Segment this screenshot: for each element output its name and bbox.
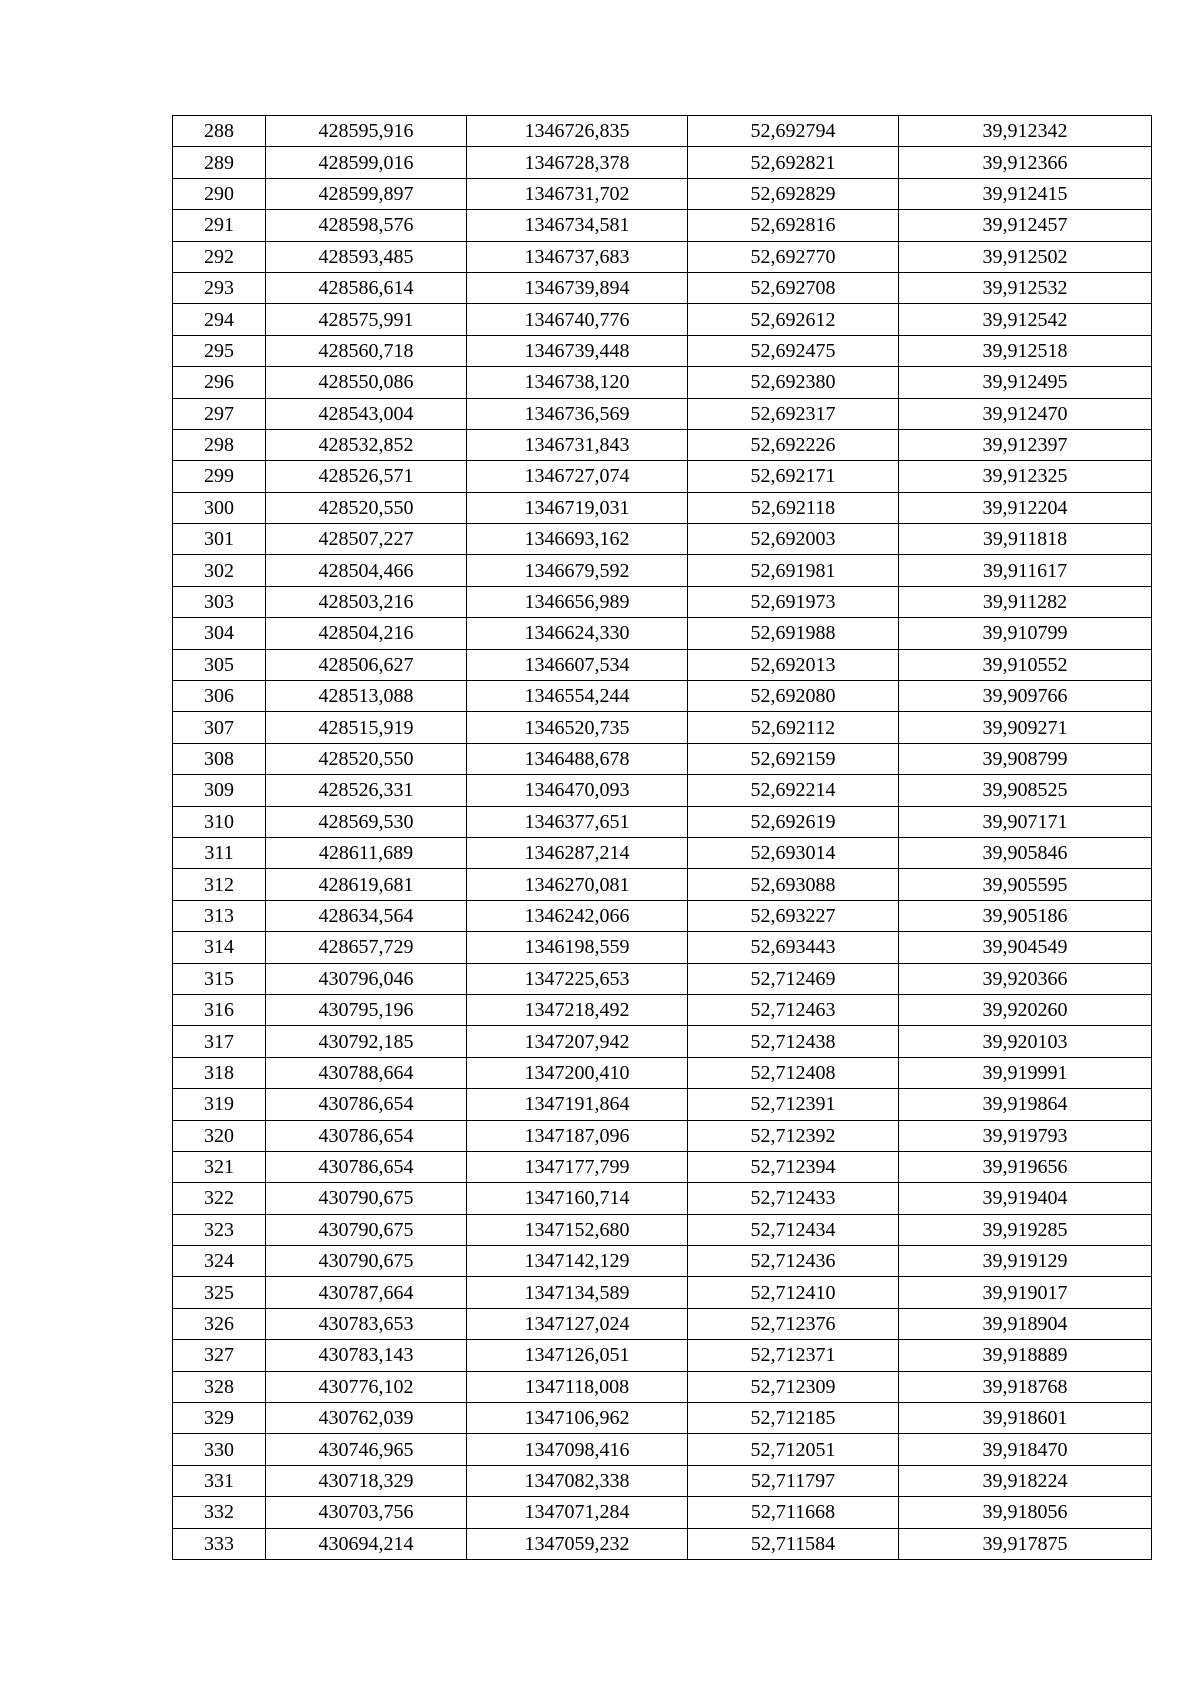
- point-number-cell: 293: [173, 272, 266, 303]
- table-row: [173, 1246, 1152, 1277]
- y-coordinate-cell: 1347071,284: [467, 1497, 688, 1528]
- longitude-cell: 39,919864: [899, 1089, 1152, 1120]
- table-row: [173, 367, 1152, 398]
- latitude-cell: 52,692816: [688, 210, 899, 241]
- longitude-cell: 39,905186: [899, 900, 1152, 931]
- point-number-cell: 308: [173, 743, 266, 774]
- x-coordinate-cell: 430783,143: [266, 1340, 467, 1371]
- longitude-cell: 39,905846: [899, 837, 1152, 868]
- latitude-cell: 52,692226: [688, 429, 899, 460]
- y-coordinate-cell: 1346270,081: [467, 869, 688, 900]
- y-coordinate-cell: 1347191,864: [467, 1089, 688, 1120]
- latitude-cell: 52,692619: [688, 806, 899, 837]
- x-coordinate-cell: 430795,196: [266, 994, 467, 1025]
- y-coordinate-cell: 1347118,008: [467, 1371, 688, 1402]
- point-number-cell: 309: [173, 775, 266, 806]
- table-row: [173, 649, 1152, 680]
- x-coordinate-cell: 428504,466: [266, 555, 467, 586]
- latitude-cell: 52,711797: [688, 1465, 899, 1496]
- point-number-cell: 313: [173, 900, 266, 931]
- point-number-cell: 306: [173, 681, 266, 712]
- point-number-cell: 327: [173, 1340, 266, 1371]
- point-number-cell: 314: [173, 932, 266, 963]
- point-number-cell: 305: [173, 649, 266, 680]
- x-coordinate-cell: 430694,214: [266, 1528, 467, 1559]
- y-coordinate-cell: 1347059,232: [467, 1528, 688, 1559]
- x-coordinate-cell: 428526,331: [266, 775, 467, 806]
- longitude-cell: 39,908525: [899, 775, 1152, 806]
- point-number-cell: 331: [173, 1465, 266, 1496]
- longitude-cell: 39,918056: [899, 1497, 1152, 1528]
- point-number-cell: 289: [173, 147, 266, 178]
- latitude-cell: 52,693443: [688, 932, 899, 963]
- x-coordinate-cell: 428520,550: [266, 743, 467, 774]
- table-row: [173, 1120, 1152, 1151]
- longitude-cell: 39,917875: [899, 1528, 1152, 1559]
- table-row: [173, 178, 1152, 209]
- y-coordinate-cell: 1346198,559: [467, 932, 688, 963]
- y-coordinate-cell: 1347225,653: [467, 963, 688, 994]
- y-coordinate-cell: 1347187,096: [467, 1120, 688, 1151]
- y-coordinate-cell: 1346731,702: [467, 178, 688, 209]
- longitude-cell: 39,918904: [899, 1308, 1152, 1339]
- point-number-cell: 311: [173, 837, 266, 868]
- point-number-cell: 307: [173, 712, 266, 743]
- table-row: [173, 1151, 1152, 1182]
- longitude-cell: 39,912415: [899, 178, 1152, 209]
- point-number-cell: 319: [173, 1089, 266, 1120]
- y-coordinate-cell: 1346736,569: [467, 398, 688, 429]
- y-coordinate-cell: 1346739,448: [467, 335, 688, 366]
- x-coordinate-cell: 428520,550: [266, 492, 467, 523]
- longitude-cell: 39,912204: [899, 492, 1152, 523]
- table-row: [173, 335, 1152, 366]
- coordinates-table: [172, 115, 1152, 1560]
- table-row: [173, 1465, 1152, 1496]
- x-coordinate-cell: 430746,965: [266, 1434, 467, 1465]
- longitude-cell: 39,918889: [899, 1340, 1152, 1371]
- point-number-cell: 317: [173, 1026, 266, 1057]
- longitude-cell: 39,911282: [899, 586, 1152, 617]
- latitude-cell: 52,692475: [688, 335, 899, 366]
- y-coordinate-cell: 1346242,066: [467, 900, 688, 931]
- longitude-cell: 39,912532: [899, 272, 1152, 303]
- latitude-cell: 52,693014: [688, 837, 899, 868]
- table-row: [173, 1214, 1152, 1245]
- table-row: [173, 712, 1152, 743]
- longitude-cell: 39,919656: [899, 1151, 1152, 1182]
- table-row: [173, 1277, 1152, 1308]
- table-row: [173, 1340, 1152, 1371]
- latitude-cell: 52,692118: [688, 492, 899, 523]
- table-row: [173, 1403, 1152, 1434]
- latitude-cell: 52,712391: [688, 1089, 899, 1120]
- latitude-cell: 52,711584: [688, 1528, 899, 1559]
- y-coordinate-cell: 1346693,162: [467, 524, 688, 555]
- x-coordinate-cell: 428634,564: [266, 900, 467, 931]
- point-number-cell: 300: [173, 492, 266, 523]
- point-number-cell: 316: [173, 994, 266, 1025]
- longitude-cell: 39,918224: [899, 1465, 1152, 1496]
- longitude-cell: 39,920366: [899, 963, 1152, 994]
- point-number-cell: 322: [173, 1183, 266, 1214]
- point-number-cell: 333: [173, 1528, 266, 1559]
- x-coordinate-cell: 428569,530: [266, 806, 467, 837]
- longitude-cell: 39,912366: [899, 147, 1152, 178]
- point-number-cell: 304: [173, 618, 266, 649]
- longitude-cell: 39,905595: [899, 869, 1152, 900]
- table-row: [173, 994, 1152, 1025]
- y-coordinate-cell: 1346734,581: [467, 210, 688, 241]
- longitude-cell: 39,920103: [899, 1026, 1152, 1057]
- latitude-cell: 52,692003: [688, 524, 899, 555]
- y-coordinate-cell: 1346737,683: [467, 241, 688, 272]
- latitude-cell: 52,692159: [688, 743, 899, 774]
- x-coordinate-cell: 430788,664: [266, 1057, 467, 1088]
- y-coordinate-cell: 1346624,330: [467, 618, 688, 649]
- longitude-cell: 39,912495: [899, 367, 1152, 398]
- y-coordinate-cell: 1347207,942: [467, 1026, 688, 1057]
- longitude-cell: 39,908799: [899, 743, 1152, 774]
- x-coordinate-cell: 430787,664: [266, 1277, 467, 1308]
- x-coordinate-cell: 430703,756: [266, 1497, 467, 1528]
- point-number-cell: 299: [173, 461, 266, 492]
- table-row: [173, 1434, 1152, 1465]
- latitude-cell: 52,691973: [688, 586, 899, 617]
- latitude-cell: 52,712392: [688, 1120, 899, 1151]
- x-coordinate-cell: 428598,576: [266, 210, 467, 241]
- latitude-cell: 52,693088: [688, 869, 899, 900]
- x-coordinate-cell: 428619,681: [266, 869, 467, 900]
- latitude-cell: 52,712394: [688, 1151, 899, 1182]
- point-number-cell: 332: [173, 1497, 266, 1528]
- latitude-cell: 52,712469: [688, 963, 899, 994]
- latitude-cell: 52,712433: [688, 1183, 899, 1214]
- latitude-cell: 52,712436: [688, 1246, 899, 1277]
- longitude-cell: 39,907171: [899, 806, 1152, 837]
- x-coordinate-cell: 428543,004: [266, 398, 467, 429]
- y-coordinate-cell: 1347218,492: [467, 994, 688, 1025]
- longitude-cell: 39,919129: [899, 1246, 1152, 1277]
- x-coordinate-cell: 430790,675: [266, 1246, 467, 1277]
- point-number-cell: 329: [173, 1403, 266, 1434]
- latitude-cell: 52,692214: [688, 775, 899, 806]
- y-coordinate-cell: 1347142,129: [467, 1246, 688, 1277]
- point-number-cell: 302: [173, 555, 266, 586]
- longitude-cell: 39,911818: [899, 524, 1152, 555]
- longitude-cell: 39,912397: [899, 429, 1152, 460]
- latitude-cell: 52,712434: [688, 1214, 899, 1245]
- y-coordinate-cell: 1347160,714: [467, 1183, 688, 1214]
- point-number-cell: 312: [173, 869, 266, 900]
- latitude-cell: 52,692171: [688, 461, 899, 492]
- table-row: [173, 1528, 1152, 1559]
- table-row: [173, 900, 1152, 931]
- longitude-cell: 39,904549: [899, 932, 1152, 963]
- latitude-cell: 52,712463: [688, 994, 899, 1025]
- y-coordinate-cell: 1347098,416: [467, 1434, 688, 1465]
- x-coordinate-cell: 430796,046: [266, 963, 467, 994]
- table-row: [173, 304, 1152, 335]
- point-number-cell: 325: [173, 1277, 266, 1308]
- latitude-cell: 52,712371: [688, 1340, 899, 1371]
- table-row: [173, 1057, 1152, 1088]
- table-row: [173, 555, 1152, 586]
- y-coordinate-cell: 1346287,214: [467, 837, 688, 868]
- latitude-cell: 52,712185: [688, 1403, 899, 1434]
- longitude-cell: 39,918470: [899, 1434, 1152, 1465]
- longitude-cell: 39,912502: [899, 241, 1152, 272]
- x-coordinate-cell: 430792,185: [266, 1026, 467, 1057]
- point-number-cell: 290: [173, 178, 266, 209]
- x-coordinate-cell: 428506,627: [266, 649, 467, 680]
- y-coordinate-cell: 1346726,835: [467, 116, 688, 147]
- y-coordinate-cell: 1347126,051: [467, 1340, 688, 1371]
- latitude-cell: 52,712438: [688, 1026, 899, 1057]
- point-number-cell: 294: [173, 304, 266, 335]
- table-row: [173, 398, 1152, 429]
- longitude-cell: 39,919404: [899, 1183, 1152, 1214]
- table-row: [173, 524, 1152, 555]
- point-number-cell: 303: [173, 586, 266, 617]
- latitude-cell: 52,692080: [688, 681, 899, 712]
- table-row: [173, 618, 1152, 649]
- point-number-cell: 310: [173, 806, 266, 837]
- longitude-cell: 39,920260: [899, 994, 1152, 1025]
- point-number-cell: 296: [173, 367, 266, 398]
- y-coordinate-cell: 1346731,843: [467, 429, 688, 460]
- longitude-cell: 39,912325: [899, 461, 1152, 492]
- point-number-cell: 298: [173, 429, 266, 460]
- point-number-cell: 321: [173, 1151, 266, 1182]
- y-coordinate-cell: 1346727,074: [467, 461, 688, 492]
- point-number-cell: 318: [173, 1057, 266, 1088]
- latitude-cell: 52,692317: [688, 398, 899, 429]
- y-coordinate-cell: 1346520,735: [467, 712, 688, 743]
- y-coordinate-cell: 1347177,799: [467, 1151, 688, 1182]
- y-coordinate-cell: 1346740,776: [467, 304, 688, 335]
- latitude-cell: 52,692112: [688, 712, 899, 743]
- table-row: [173, 869, 1152, 900]
- x-coordinate-cell: 430718,329: [266, 1465, 467, 1496]
- x-coordinate-cell: 428611,689: [266, 837, 467, 868]
- x-coordinate-cell: 428532,852: [266, 429, 467, 460]
- table-row: [173, 932, 1152, 963]
- y-coordinate-cell: 1346719,031: [467, 492, 688, 523]
- point-number-cell: 292: [173, 241, 266, 272]
- table-row: [173, 1089, 1152, 1120]
- longitude-cell: 39,919285: [899, 1214, 1152, 1245]
- x-coordinate-cell: 430776,102: [266, 1371, 467, 1402]
- point-number-cell: 320: [173, 1120, 266, 1151]
- point-number-cell: 291: [173, 210, 266, 241]
- longitude-cell: 39,918601: [899, 1403, 1152, 1434]
- x-coordinate-cell: 428526,571: [266, 461, 467, 492]
- table-row: [173, 210, 1152, 241]
- x-coordinate-cell: 428593,485: [266, 241, 467, 272]
- longitude-cell: 39,912457: [899, 210, 1152, 241]
- latitude-cell: 52,712309: [688, 1371, 899, 1402]
- y-coordinate-cell: 1347082,338: [467, 1465, 688, 1496]
- latitude-cell: 52,711668: [688, 1497, 899, 1528]
- y-coordinate-cell: 1346377,651: [467, 806, 688, 837]
- table-row: [173, 1497, 1152, 1528]
- y-coordinate-cell: 1346656,989: [467, 586, 688, 617]
- longitude-cell: 39,919991: [899, 1057, 1152, 1088]
- longitude-cell: 39,919793: [899, 1120, 1152, 1151]
- point-number-cell: 297: [173, 398, 266, 429]
- y-coordinate-cell: 1347106,962: [467, 1403, 688, 1434]
- table-row: [173, 586, 1152, 617]
- longitude-cell: 39,918768: [899, 1371, 1152, 1402]
- x-coordinate-cell: 428503,216: [266, 586, 467, 617]
- table-row: [173, 743, 1152, 774]
- table-row: [173, 461, 1152, 492]
- longitude-cell: 39,909271: [899, 712, 1152, 743]
- table-row: [173, 492, 1152, 523]
- latitude-cell: 52,712410: [688, 1277, 899, 1308]
- longitude-cell: 39,910552: [899, 649, 1152, 680]
- point-number-cell: 315: [173, 963, 266, 994]
- y-coordinate-cell: 1346728,378: [467, 147, 688, 178]
- latitude-cell: 52,692770: [688, 241, 899, 272]
- x-coordinate-cell: 428515,919: [266, 712, 467, 743]
- x-coordinate-cell: 430790,675: [266, 1214, 467, 1245]
- point-number-cell: 295: [173, 335, 266, 366]
- table-row: [173, 147, 1152, 178]
- latitude-cell: 52,712051: [688, 1434, 899, 1465]
- y-coordinate-cell: 1346679,592: [467, 555, 688, 586]
- y-coordinate-cell: 1347200,410: [467, 1057, 688, 1088]
- x-coordinate-cell: 428504,216: [266, 618, 467, 649]
- latitude-cell: 52,692013: [688, 649, 899, 680]
- latitude-cell: 52,692821: [688, 147, 899, 178]
- longitude-cell: 39,919017: [899, 1277, 1152, 1308]
- longitude-cell: 39,911617: [899, 555, 1152, 586]
- table-row: [173, 1026, 1152, 1057]
- table-row: [173, 1371, 1152, 1402]
- x-coordinate-cell: 428575,991: [266, 304, 467, 335]
- x-coordinate-cell: 430786,654: [266, 1120, 467, 1151]
- x-coordinate-cell: 428507,227: [266, 524, 467, 555]
- longitude-cell: 39,909766: [899, 681, 1152, 712]
- table-row: [173, 429, 1152, 460]
- table-row: [173, 1183, 1152, 1214]
- point-number-cell: 330: [173, 1434, 266, 1465]
- table-row: [173, 1308, 1152, 1339]
- y-coordinate-cell: 1346470,093: [467, 775, 688, 806]
- longitude-cell: 39,912342: [899, 116, 1152, 147]
- point-number-cell: 301: [173, 524, 266, 555]
- x-coordinate-cell: 428595,916: [266, 116, 467, 147]
- longitude-cell: 39,912542: [899, 304, 1152, 335]
- latitude-cell: 52,691988: [688, 618, 899, 649]
- x-coordinate-cell: 430762,039: [266, 1403, 467, 1434]
- table-row: [173, 963, 1152, 994]
- latitude-cell: 52,712408: [688, 1057, 899, 1088]
- y-coordinate-cell: 1346554,244: [467, 681, 688, 712]
- point-number-cell: 288: [173, 116, 266, 147]
- x-coordinate-cell: 430783,653: [266, 1308, 467, 1339]
- y-coordinate-cell: 1346739,894: [467, 272, 688, 303]
- latitude-cell: 52,691981: [688, 555, 899, 586]
- table-row: [173, 272, 1152, 303]
- longitude-cell: 39,910799: [899, 618, 1152, 649]
- table-row: [173, 241, 1152, 272]
- x-coordinate-cell: 428586,614: [266, 272, 467, 303]
- point-number-cell: 324: [173, 1246, 266, 1277]
- latitude-cell: 52,692380: [688, 367, 899, 398]
- point-number-cell: 323: [173, 1214, 266, 1245]
- latitude-cell: 52,693227: [688, 900, 899, 931]
- table-row: [173, 116, 1152, 147]
- table-row: [173, 775, 1152, 806]
- latitude-cell: 52,692829: [688, 178, 899, 209]
- table-row: [173, 681, 1152, 712]
- x-coordinate-cell: 430786,654: [266, 1089, 467, 1120]
- latitude-cell: 52,692708: [688, 272, 899, 303]
- x-coordinate-cell: 428560,718: [266, 335, 467, 366]
- y-coordinate-cell: 1346488,678: [467, 743, 688, 774]
- longitude-cell: 39,912470: [899, 398, 1152, 429]
- y-coordinate-cell: 1346738,120: [467, 367, 688, 398]
- coordinates-table-body: [173, 116, 1152, 1560]
- latitude-cell: 52,692612: [688, 304, 899, 335]
- y-coordinate-cell: 1347152,680: [467, 1214, 688, 1245]
- x-coordinate-cell: 430790,675: [266, 1183, 467, 1214]
- x-coordinate-cell: 428513,088: [266, 681, 467, 712]
- latitude-cell: 52,712376: [688, 1308, 899, 1339]
- latitude-cell: 52,692794: [688, 116, 899, 147]
- table-row: [173, 837, 1152, 868]
- table-row: [173, 806, 1152, 837]
- x-coordinate-cell: 428599,016: [266, 147, 467, 178]
- x-coordinate-cell: 428550,086: [266, 367, 467, 398]
- y-coordinate-cell: 1346607,534: [467, 649, 688, 680]
- point-number-cell: 326: [173, 1308, 266, 1339]
- y-coordinate-cell: 1347127,024: [467, 1308, 688, 1339]
- x-coordinate-cell: 430786,654: [266, 1151, 467, 1182]
- y-coordinate-cell: 1347134,589: [467, 1277, 688, 1308]
- x-coordinate-cell: 428599,897: [266, 178, 467, 209]
- longitude-cell: 39,912518: [899, 335, 1152, 366]
- point-number-cell: 328: [173, 1371, 266, 1402]
- x-coordinate-cell: 428657,729: [266, 932, 467, 963]
